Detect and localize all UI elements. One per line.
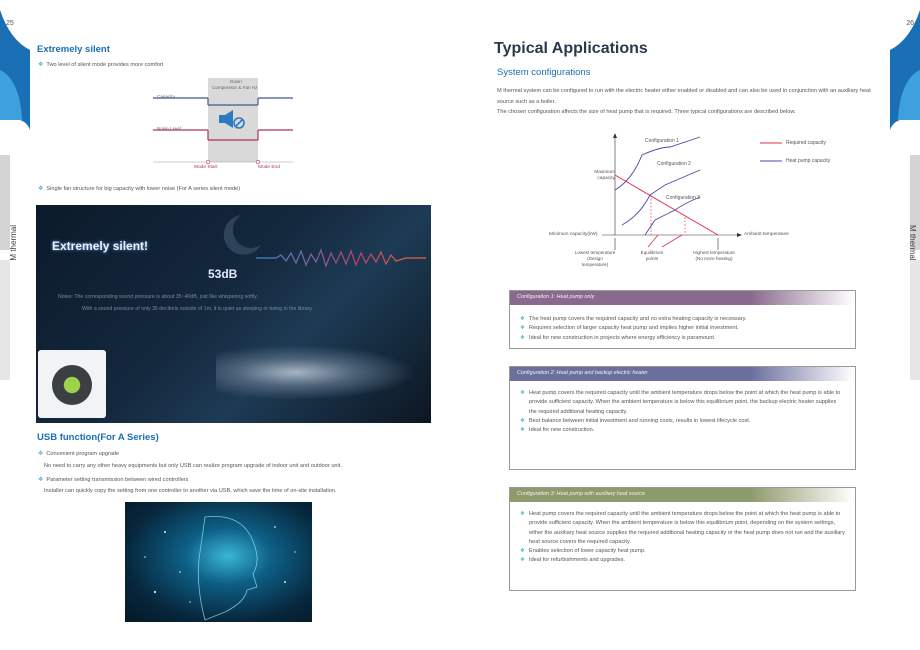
fan-icon	[52, 365, 92, 405]
equilibrium-arrow-icon-2	[662, 235, 682, 247]
config-3-list	[520, 510, 845, 566]
diagram-compressor-label: Compressor & Fan Hz	[212, 85, 258, 90]
right-corner-decoration	[890, 10, 920, 130]
intro-paragraph-1: M thermal system can be configured to run with the electric heater either enabled or disabled and can also be used in conjunction with an auxiliary heat source such as a boiler.	[497, 88, 871, 105]
usb-item-1-body: No need to carry any other heavy equipments but only USB can realize program upgrade of indoor unit and outdoor unit.	[44, 463, 342, 469]
config-1-item-2: Requires selection of larger capacity heat pump and implies higher initial investment.	[529, 325, 739, 332]
y-label-minimum-capacity: Minimum capacity(kW)	[549, 232, 598, 237]
digital-face-image	[125, 502, 312, 622]
bullet-icon: ❖	[520, 511, 526, 517]
diagram-mode-end: Mode End	[258, 165, 280, 170]
left-corner-decoration	[0, 10, 30, 130]
typical-applications-title: Typical Applications	[494, 40, 648, 57]
bullet-icon: ❖	[520, 325, 526, 332]
chart-config-2-label: Configuration 2	[657, 161, 691, 167]
silent-heading: Extremely silent	[37, 44, 110, 55]
config-1-item-3: Ideal for new construction in projects where energy efficiency is paramount.	[529, 334, 716, 341]
side-label-left: M thermal	[9, 225, 18, 261]
config-2-item-2: Best balance between initial investment and running costs, results in lowest lifecycle cost.	[529, 417, 751, 424]
x-annotation-highest: Highest temperature (No more heating)	[693, 250, 735, 261]
list-item	[520, 417, 845, 426]
left-edge-tab-light	[0, 260, 10, 380]
legend-required-capacity: Required capacity	[786, 140, 827, 146]
config-2-item-3: Ideal for new construction.	[529, 427, 595, 434]
bullet-icon: ❖	[520, 548, 526, 555]
y-label-maximum-capacity: Maximum capacity	[594, 170, 615, 181]
config-3-item-2: Enables selection of lower capacity heat pump.	[529, 548, 646, 555]
system-configurations-title: System configurations	[497, 67, 591, 78]
list-item	[520, 389, 845, 417]
config-3-item-1: Heat pump covers the required capacity until the ambient temperature drops below the point at which the heat pump is able to provide sufficient capacity. When the ambient temperature is below this equilibrium point, depending on the system settings, either the auxiliary heat source supplies the required additional heating capacity or the heat pump does not run and the auxiliary heat source covers the required capacity.	[529, 511, 845, 545]
bullet-icon: ❖	[38, 186, 44, 192]
config-1-item-1: The heat pump covers the required capacity and no extra heating capacity is necessary.	[529, 316, 747, 322]
silent-bullet-1-text: Two level of silent mode provides more comfort	[46, 62, 164, 68]
x-annotation-equilibrium: Equilibrium points	[640, 250, 664, 261]
usb-heading: USB function(For A Series)	[37, 432, 159, 443]
silent-photo	[36, 205, 431, 423]
digital-head-icon	[125, 502, 312, 622]
diagram-capacity-label: Capacity	[157, 94, 175, 99]
list-item	[520, 315, 850, 324]
bullet-icon: ❖	[520, 557, 526, 564]
photo-note-1: The corresponding sound pressure is about 35~40dB, just like whispering softly.	[74, 294, 258, 300]
list-item	[520, 426, 845, 435]
usb-item-1-title	[38, 450, 119, 458]
usb-item-1-title-text: Convenient program upgrade	[46, 451, 120, 457]
page-number-left: 25	[6, 20, 14, 27]
config-3-item-3: Ideal for refurbishments and upgrades.	[529, 557, 626, 564]
config-2-header: Configuration 2: Heat pump and backup electric heater	[509, 366, 854, 381]
config-1-list	[520, 315, 850, 343]
bullet-icon: ❖	[520, 390, 526, 396]
bullet-icon: ❖	[38, 451, 44, 457]
bullet-icon: ❖	[520, 417, 526, 424]
intro-paragraph-2: The chosen configuration affects the size of heat pump that is required. Three typical configurations are described below.	[497, 109, 796, 115]
x-axis-arrow-icon	[737, 233, 742, 237]
sound-wave-icon	[256, 247, 426, 269]
list-item	[520, 547, 845, 556]
page-number-right: 26	[906, 20, 914, 27]
side-label-right: M thermal	[908, 225, 917, 261]
config-2-list	[520, 389, 845, 435]
diagram-noise-label: Noise Level	[157, 126, 182, 131]
list-item	[520, 334, 850, 343]
chart-config-1-label: Configuration 1	[645, 138, 679, 144]
sleeping-woman-image	[216, 345, 416, 400]
equilibrium-arrow-icon	[648, 235, 658, 247]
list-item	[520, 556, 845, 565]
usb-item-2-body: Installer can quickly copy the setting from one controller to another via USB, which save the time of on-site installation.	[44, 488, 337, 494]
y-axis-arrow-icon	[613, 133, 617, 138]
usb-item-2-title-text: Parameter setting transmission between wired controllers	[46, 477, 189, 483]
photo-db-value: 53dB	[208, 267, 238, 281]
bullet-icon: ❖	[38, 62, 44, 68]
config-3-line	[645, 197, 700, 235]
chart-config-3-label: Configuration 3	[666, 195, 700, 201]
diagram-mode-start: Mode Start	[194, 165, 218, 170]
bullet-icon: ❖	[520, 427, 526, 434]
silent-bullet-2	[38, 185, 240, 193]
silent-bullet-2-text: Single fan structure for big capacity with lower noise (For A series silent mode)	[46, 186, 241, 192]
diagram-down-label: Down	[230, 79, 242, 84]
legend-heat-pump-capacity: Heat pump capacity	[786, 158, 831, 164]
list-item	[520, 510, 845, 547]
silent-bullet-1	[38, 61, 163, 69]
config-3-header: Configuration 3: Heat pump with auxiliary heat source	[509, 487, 854, 502]
photo-title: Extremely silent!	[52, 239, 149, 253]
config-2-item-1: Heat pump covers the required capacity until the ambient temperature drops below the point at which the heat pump is able to provide sufficient capacity. When the ambient temperature is below this equilibrium point, the backup electric heater supplies the required additional heating capacity.	[529, 390, 841, 415]
photo-notes-label: Notes:	[58, 294, 73, 300]
bullet-icon: ❖	[520, 334, 526, 341]
usb-item-2-title	[38, 476, 188, 484]
x-annotation-lowest: Lowest temperature (Design temperature)	[574, 250, 616, 267]
photo-note-2: With a sound pressure of only 35 decibels outside of 1m, it is quiet as sleeping or being in the library.	[82, 305, 313, 312]
config-1-header: Configuration 1: Heat pump only	[509, 290, 854, 305]
x-axis-label: Ambient temperature	[744, 232, 789, 237]
photo-notes	[58, 292, 328, 315]
bullet-icon: ❖	[38, 477, 44, 483]
bullet-icon: ❖	[520, 316, 526, 322]
list-item	[520, 324, 850, 333]
right-edge-tab-light	[910, 260, 920, 380]
